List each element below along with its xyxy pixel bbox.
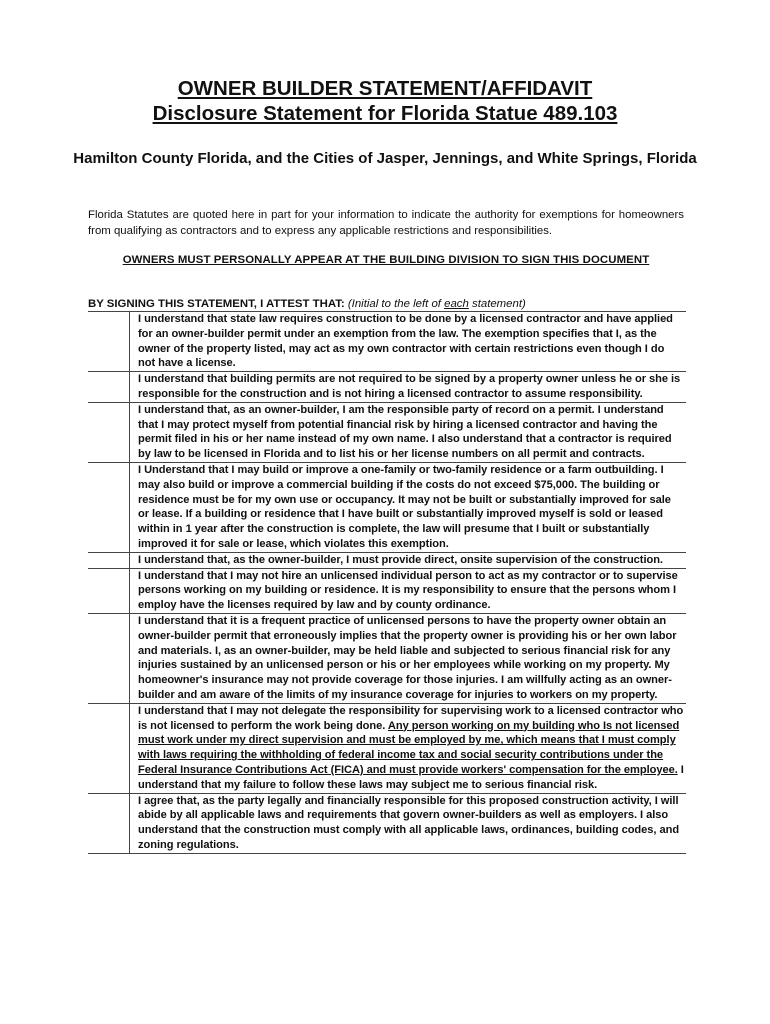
attestation-heading — [88, 297, 526, 311]
initial-field[interactable] — [88, 402, 130, 462]
attestation-note — [345, 298, 526, 310]
statement-8-underlined: Any person working on my building who Is not licensed must work under my direct supervision and must be employed by me, which means that I must comply with laws requiring the withholding of federal income tax and social security contributions under the Federal Insurance Contributions Act (FICA) and must provide workers' compensation for the employee. — [138, 719, 680, 776]
initial-field[interactable] — [88, 613, 130, 703]
initial-field[interactable] — [88, 568, 130, 613]
document-subtitle-statute: Disclosure Statement for Florida Statue 489.103 — [152, 102, 618, 125]
statement-text: I Understand that I may build or improve a one-family or two-family residence or a farm outbuilding. I may also build or improve a commercial building if the costs do not exceed $75,000. The building or residence must be for my own use or occupancy. It may not be built or substantially improved for sale or lease. If a building or residence that I have built or substantially improved myself is sold or leased within in 1 year after the construction is complete, the law will presume that I built or substantially improved it for sale or lease, which violates this exemption. — [130, 462, 687, 552]
statement-row — [88, 613, 686, 703]
document-title: OWNER BUILDER STATEMENT/AFFIDAVIT — [177, 77, 593, 100]
jurisdiction-heading: Hamilton County Florida, and the Cities of Jasper, Jennings, and White Springs, Florida — [73, 150, 697, 167]
statement-row — [88, 312, 686, 372]
statement-text — [130, 703, 687, 793]
statement-text: I understand that, as an owner-builder, I am the responsible party of record on a permit. I understand that I may protect myself from potential financial risk by hiring a licensed contractor and having the permit filed in his or her name instead of my own name. I also understand that a contractor is required by law to be licensed in Florida and to list his or her license numbers on all permit and contracts. — [130, 402, 687, 462]
statements-table — [88, 311, 686, 854]
initial-field[interactable] — [88, 793, 130, 853]
initial-field[interactable] — [88, 312, 130, 372]
statement-row — [88, 402, 686, 462]
attestation-note-post: statement) — [468, 298, 526, 310]
intro-paragraph: Florida Statutes are quoted here in part for your information to indicate the authority for exemptions for homeowners from qualifying as contractors and to express any applicable restrictions and responsibilities. — [88, 209, 684, 237]
statement-row — [88, 552, 686, 568]
statement-text: I understand that state law requires construction to be done by a licensed contractor and have applied for an owner-builder permit under an exemption from the law. The exemption specifies that I, as the owner of the property listed, may act as my own contractor with certain restrictions even though I do not have a license. — [130, 312, 687, 372]
attestation-note-pre: (Initial to the left of — [344, 298, 445, 310]
attestation-note-each: each — [444, 298, 469, 310]
statement-text: I understand that I may not hire an unlicensed individual person to act as my contractor or to supervise persons working on my building or residence. It is my responsibility to ensure that the persons whom I employ have the licenses required by law and by county ordinance. — [130, 568, 687, 613]
initial-field[interactable] — [88, 372, 130, 403]
statement-8-post: I understand that my failure to follow these laws may subject me to serious financial risk. — [138, 763, 684, 791]
statement-8-pre: I understand that I may not delegate the responsibility for supervising work to a licensed contractor who is not licensed to perform the work being done. — [138, 704, 684, 732]
initial-field[interactable] — [88, 462, 130, 552]
appearance-notice: OWNERS MUST PERSONALLY APPEAR AT THE BUILDING DIVISION TO SIGN THIS DOCUMENT — [122, 254, 650, 266]
statement-row — [88, 372, 686, 403]
initial-field[interactable] — [88, 552, 130, 568]
statement-row — [88, 703, 686, 793]
statement-text: I agree that, as the party legally and financially responsible for this proposed construction activity, I will abide by all applicable laws and requirements that govern owner-builders as well as employers. I also understand that the construction must comply with all applicable laws, ordinances, building codes, and zoning regulations. — [130, 793, 687, 853]
statement-row — [88, 462, 686, 552]
statement-row — [88, 568, 686, 613]
initial-field[interactable] — [88, 703, 130, 793]
statement-text: I understand that building permits are not required to be signed by a property owner unless he or she is responsible for the construction and is not hiring a licensed contractor to assume responsibility. — [130, 372, 687, 403]
statement-text: I understand that it is a frequent practice of unlicensed persons to have the property owner obtain an owner-builder permit that erroneously implies that the property owner is providing his or her own labor and materials. I, as an owner-builder, may be held liable and subjected to serious financial risk for any injuries sustained by an unlicensed person or his or her employees while working on my property. My homeowner's insurance may not provide coverage for those injuries. I am willfully acting as an owner-builder and am aware of the limits of my insurance coverage for injuries to workers on my property. — [130, 613, 687, 703]
statement-row — [88, 793, 686, 853]
attestation-lead: BY SIGNING THIS STATEMENT, I ATTEST THAT: — [88, 298, 345, 310]
statement-text: I understand that, as the owner-builder, I must provide direct, onsite supervision of the construction. — [130, 552, 687, 568]
